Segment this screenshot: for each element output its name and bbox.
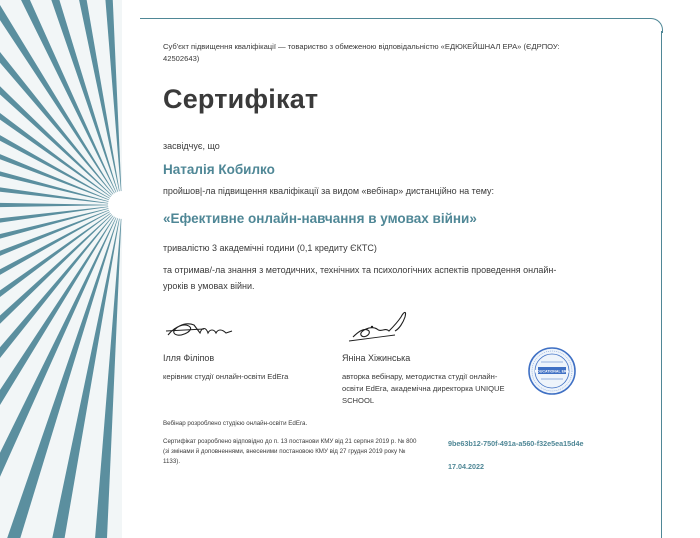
certificate-title: Сертифікат xyxy=(163,84,319,114)
signer-name-filipov: Ілля Філіпов xyxy=(163,353,215,363)
frame-border xyxy=(140,18,650,19)
seal-text: EDUCATIONAL ERA xyxy=(534,369,570,374)
signer-role-filipov: керівник студії онлайн-освіти EdEra xyxy=(163,372,289,381)
frame-border-right xyxy=(661,31,662,538)
issuer-text: Суб'єкт підвищення кваліфікації — товариство з обмеженою відповідальністю «ЕДЮКЕЙШНАЛ ЕРА» (ЄДРПОУ: 42502643) xyxy=(163,42,560,63)
completion-text: пройшов|-ла підвищення кваліфікації за видом «вебінар» дистанційно на тему: xyxy=(163,186,494,196)
certifies-text: засвідчує, що xyxy=(163,141,220,151)
signer-name-khizhynska: Яніна Хіжинська xyxy=(342,353,411,363)
certificate-date: 17.04.2022 xyxy=(448,462,484,471)
certificate-id: 9be63b12-750f-491a-a560-f32e5ea15d4e xyxy=(448,439,584,448)
signature-khizhynska xyxy=(345,305,415,347)
signer-role-khizhynska: авторка вебінару, методистка студії онлайн-освіти EdEra, академічна директорка UNIQUE SCHOOL xyxy=(342,372,505,405)
sunburst-graphic xyxy=(0,0,122,538)
official-seal xyxy=(527,346,577,396)
knowledge-text: та отримав/-ла знання з методичних, технічних та психологічних аспектів проведення онлайн-уроків в умовах війни. xyxy=(163,265,557,291)
signature-filipov xyxy=(164,315,234,347)
decorative-band xyxy=(0,0,122,538)
duration-text: тривалістю 3 академічні години (0,1 кредиту ЄКТС) xyxy=(163,243,377,253)
recipient-name: Наталія Кобилко xyxy=(163,162,275,177)
made-by-text: Вебінар розроблено студією онлайн-освіти EdEra. xyxy=(163,420,308,427)
legal-text: Сертифікат розроблено відповідно до п. 13 постанови КМУ від 21 серпня 2019 р. № 800 (зі змінами й доповненнями, внесеними постановою КМУ від 27 грудня 2019 року № 1133). xyxy=(163,438,417,465)
course-topic: «Ефективне онлайн-навчання в умовах війни» xyxy=(163,211,477,226)
